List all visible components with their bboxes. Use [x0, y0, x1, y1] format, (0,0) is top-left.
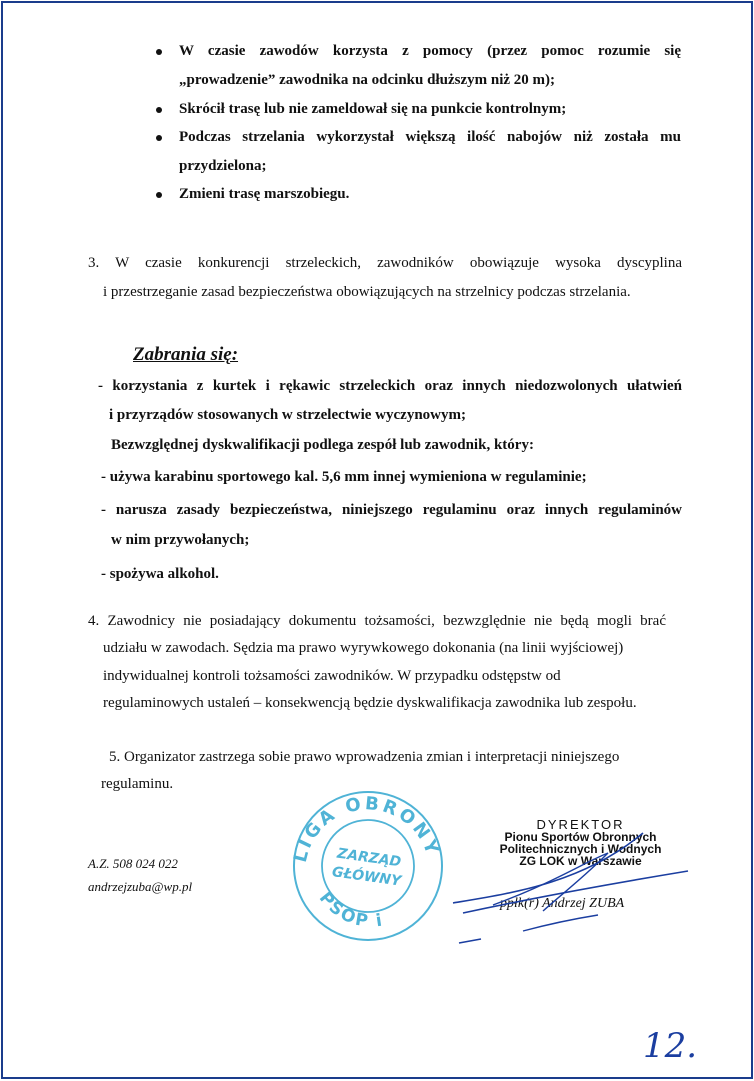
section-4-line-1: 4. Zawodnicy nie posiadający dokumentu tożsamości, bezwzględnie nie będą mogli brać	[88, 613, 666, 629]
disqualification-intro: Bezwzględnej dyskwalifikacji podlega zespół lub zawodnik, który:	[111, 437, 534, 453]
disqualification-3: - spożywa alkohol.	[101, 566, 219, 582]
section-3-line-1: 3. W czasie konkurencji strzeleckich, zawodników obowiązuje wysoka dyscyplina	[88, 255, 682, 271]
disqualification-1: - używa karabinu sportowego kal. 5,6 mm innej wymieniona w regulaminie;	[101, 469, 587, 485]
prohibition-1-line-1: - korzystania z kurtek i rękawic strzeleckich oraz innych niedozwolonych ułatwień	[98, 378, 682, 394]
stamp-center-line-2: GŁÓWNY	[330, 864, 402, 890]
document-page	[1, 1, 753, 1079]
bullet-2: Skrócił trasę lub nie zameldował się na punkcie kontrolnym;	[179, 101, 567, 117]
prohibitions-heading: Zabrania się:	[133, 344, 239, 365]
bullet-dot	[156, 107, 162, 113]
bullet-3-line-2: przydzielona;	[179, 158, 267, 174]
stamp-bottom-text: PSOP i	[314, 888, 386, 932]
bullet-dot	[156, 135, 162, 141]
handwritten-page-number: 12.	[643, 1026, 698, 1066]
section-5-line-1: 5. Organizator zastrzega sobie prawo wprowadzenia zmian i interpretacji niniejszego	[109, 749, 620, 765]
prohibition-1-line-2: i przyrządów stosowanych w strzelectwie wyczynowym;	[109, 407, 466, 423]
contact-phone: A.Z. 508 024 022	[88, 856, 178, 871]
stamp-outer-text: LIGA OBRONY	[289, 793, 444, 865]
disqualification-2-line-2: w nim przywołanych;	[111, 532, 250, 548]
signature-unit-line-2: Politechnicznych i Wodnych	[499, 842, 662, 856]
signature-name: ppłk(r) Andrzej ZUBA	[500, 896, 625, 911]
handwritten-signature	[433, 823, 693, 963]
signature-unit-line-3: ZG LOK w Warszawie	[519, 854, 642, 868]
signature-unit-line-1: Pionu Sportów Obronnych	[504, 830, 657, 844]
section-5-line-2: regulaminu.	[101, 776, 174, 792]
bullet-1-line-2: „prowadzenie” zawodnika na odcinku dłuższym niż 20 m);	[179, 72, 556, 88]
bullet-4: Zmieni trasę marszobiegu.	[179, 186, 350, 202]
section-4-line-2: udziału w zawodach. Sędzia ma prawo wyrywkowego dokonania (na linii wyjściowej)	[103, 640, 624, 656]
section-3-line-2: i przestrzeganie zasad bezpieczeństwa obowiązujących na strzelnicy podczas strzelania.	[103, 284, 631, 300]
contact-email: andrzejzuba@wp.pl	[88, 879, 193, 894]
section-4-line-4: regulaminowych ustaleń – konsekwencją będzie dyskwalifikacja zawodnika lub zespołu.	[103, 695, 637, 711]
bullet-dot	[156, 192, 162, 198]
bullet-3-line-1: Podczas strzelania wykorzystał większą ilość nabojów niż została mu	[179, 129, 681, 145]
signature-title: DYREKTOR	[536, 817, 625, 832]
bullet-1-line-1: W czasie zawodów korzysta z pomocy (przez pomoc rozumie się	[179, 43, 681, 59]
round-stamp	[288, 786, 448, 946]
section-4-line-3: indywidualnej kontroli tożsamości zawodników. W przypadku odstępstw od	[103, 668, 561, 684]
disqualification-2-line-1: - narusza zasady bezpieczeństwa, niniejszego regulaminu oraz innych regulaminów	[101, 502, 682, 518]
bullet-dot	[156, 49, 162, 55]
stamp-center-line-1: ZARZĄD	[336, 845, 403, 871]
